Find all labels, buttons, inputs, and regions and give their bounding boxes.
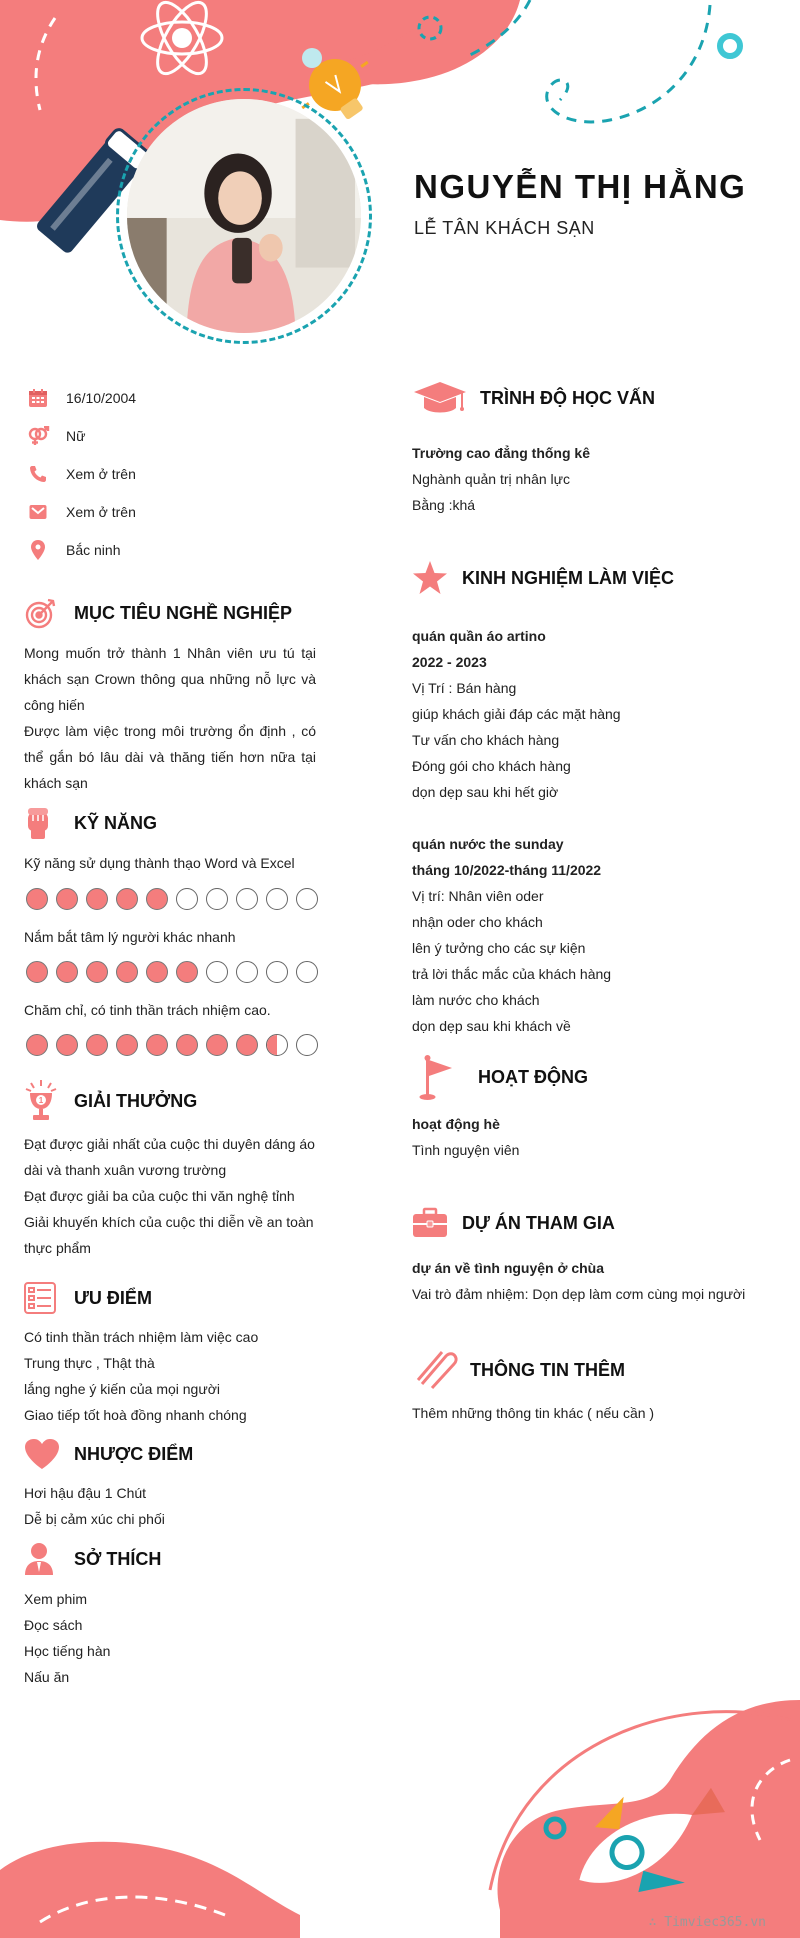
skill-rating-dot (116, 888, 138, 910)
skill-rating-dot (146, 961, 168, 983)
skill-rating-dot (116, 1034, 138, 1056)
project-role: Vai trò đảm nhiệm: Dọn dẹp làm cơm cùng mọi người (412, 1286, 746, 1302)
skill-rating-dot (56, 961, 78, 983)
gender-value: Nữ (66, 428, 86, 444)
hobby-line: Học tiếng hàn (24, 1643, 111, 1659)
skill-rating-dot (266, 961, 288, 983)
objective-line: Được làm việc trong môi trường ổn định , có thể gắn bó lâu dài và thăng tiến hơn nữa tại khách sạn (24, 723, 316, 791)
gender-icon (26, 424, 50, 448)
candidate-position: LỄ TÂN KHÁCH SẠN (414, 218, 595, 238)
contact-address (26, 538, 120, 562)
star-icon (412, 560, 448, 596)
strengths-section-title (24, 1282, 152, 1314)
grade: Bằng :khá (412, 497, 476, 513)
award-line: Đạt được giải nhất của cuộc thi duyên dáng áo dài và thanh xuân vương trường (24, 1136, 315, 1178)
education-body (412, 440, 590, 518)
skill-rating (26, 888, 318, 910)
strength-line: lắng nghe ý kiến của mọi người (24, 1381, 220, 1397)
skill-rating-dot (146, 888, 168, 910)
skill-rating-dot (146, 1034, 168, 1056)
strength-line: Giao tiếp tốt hoà đồng nhanh chóng (24, 1407, 247, 1423)
job-period: 2022 - 2023 (412, 654, 487, 670)
company-name: quán nước the sunday (412, 836, 564, 852)
strength-line: Trung thực , Thật thà (24, 1355, 155, 1371)
target-icon (24, 596, 58, 630)
more-info-text: Thêm những thông tin khác ( nếu cần ) (412, 1405, 655, 1421)
weaknesses-body (24, 1480, 165, 1532)
activity-role: Tình nguyện viên (412, 1142, 520, 1158)
paperclip-icon (412, 1350, 458, 1390)
skill-rating-dot (56, 888, 78, 910)
awards-section-title (24, 1080, 197, 1122)
weaknesses-title-text: NHƯỢC ĐIỂM (74, 1443, 194, 1464)
skill-rating-dot (86, 961, 108, 983)
fist-icon (24, 806, 52, 840)
skill-rating-dot (86, 1034, 108, 1056)
job-detail: Đóng gói cho khách hàng (412, 758, 571, 774)
skill-rating-dot (206, 961, 228, 983)
skill-rating-dot (296, 888, 318, 910)
projects-title-text: DỰ ÁN THAM GIA (462, 1212, 615, 1233)
hobbies-section-title (24, 1542, 161, 1576)
birthdate-value: 16/10/2004 (66, 390, 137, 406)
job-detail: làm nước cho khách (412, 992, 540, 1008)
objective-body (24, 640, 316, 796)
objective-section-title (24, 596, 292, 630)
flag-icon (412, 1054, 458, 1100)
job-detail: trả lời thắc mắc của khách hàng (412, 966, 612, 982)
strengths-body (24, 1324, 258, 1428)
award-line: Đạt được giải ba của cuộc thi văn nghệ tỉnh (24, 1188, 295, 1204)
education-section-title (412, 378, 655, 418)
skill-rating-dot (206, 888, 228, 910)
trophy-icon (24, 1080, 58, 1122)
award-line: Giải khuyến khích của cuộc thi diễn về an toàn thực phẩm (24, 1214, 314, 1256)
activities-section-title (412, 1054, 588, 1100)
projects-body (412, 1255, 745, 1307)
person-icon (24, 1542, 54, 1576)
skill-rating-dot (116, 961, 138, 983)
heart-icon (24, 1438, 60, 1470)
job-detail: nhận oder cho khách (412, 914, 543, 930)
job-detail: dọn dẹp sau khi hết giờ (412, 784, 559, 800)
hobby-line: Xem phim (24, 1591, 88, 1607)
skills-section-title (24, 806, 157, 840)
company-name: quán quần áo artino (412, 628, 546, 644)
hobby-line: Đọc sách (24, 1617, 83, 1633)
skill-rating-dot (206, 1034, 228, 1056)
more-info-title-text: THÔNG TIN THÊM (470, 1359, 625, 1380)
phone-value: Xem ở trên (66, 466, 136, 482)
skill-rating (26, 1034, 318, 1056)
hobbies-title-text: SỞ THÍCH (74, 1548, 162, 1569)
weakness-line: Hơi hậu đậu 1 Chút (24, 1485, 147, 1501)
address-value: Bắc ninh (66, 542, 121, 558)
email-value: Xem ở trên (66, 504, 136, 520)
skill-rating-dot (236, 961, 258, 983)
job-period: tháng 10/2022-tháng 11/2022 (412, 862, 602, 878)
objective-line: Mong muốn trở thành 1 Nhân viên ưu tú tại khách sạn Crown thông qua những nỗ lực và công hiến (24, 645, 316, 713)
job-detail: lên ý tưởng cho các sự kiện (412, 940, 586, 956)
skill-rating-dot (296, 961, 318, 983)
project-name: dự án về tình nguyện ở chùa (412, 1260, 605, 1276)
contact-email (26, 500, 136, 524)
skill-name: Nắm bắt tâm lý người khác nhanh (24, 929, 236, 945)
profile-photo-frame (116, 88, 372, 344)
school-name: Trường cao đẳng thống kê (412, 445, 590, 461)
projects-section-title (412, 1207, 615, 1239)
profile-photo (127, 99, 361, 333)
weakness-line: Dễ bị cảm xúc chi phối (24, 1511, 165, 1527)
skill-rating-dot (176, 1034, 198, 1056)
location-pin-icon (26, 538, 50, 562)
candidate-name: NGUYỄN THỊ HẰNG (414, 168, 747, 205)
calendar-icon (26, 386, 50, 410)
skill-rating-dot (26, 888, 48, 910)
profile-photo-image (127, 99, 361, 333)
activities-title-text: HOẠT ĐỘNG (478, 1066, 588, 1087)
skill-name: Kỹ năng sử dụng thành thạo Word và Excel (24, 855, 295, 871)
experience-title-text: KINH NGHIỆM LÀM VIỆC (462, 567, 675, 588)
activity-name: hoạt động hè (412, 1116, 500, 1132)
watermark: ∴ Timviec365.vn (648, 1915, 766, 1930)
skill-rating-dot (176, 888, 198, 910)
awards-title-text: GIẢI THƯỞNG (74, 1090, 198, 1111)
more-info-section-title (412, 1350, 625, 1390)
phone-icon (26, 462, 50, 486)
skill-name: Chăm chỉ, có tinh thần trách nhiệm cao. (24, 1002, 271, 1018)
contact-birthdate (26, 386, 136, 410)
job-detail: dọn dẹp sau khi khách về (412, 1018, 571, 1034)
skill-rating-dot (266, 1034, 288, 1056)
contact-phone (26, 462, 136, 486)
svg-text:1: 1 (38, 1096, 44, 1105)
skill-rating-dot (296, 1034, 318, 1056)
graduation-cap-icon (412, 378, 468, 418)
activities-body (412, 1111, 519, 1163)
strengths-title-text: ƯU ĐIỂM (74, 1287, 152, 1308)
weaknesses-section-title (24, 1438, 193, 1470)
skill-rating-dot (176, 961, 198, 983)
major: Nghành quản trị nhân lực (412, 471, 571, 487)
skill-rating-dot (236, 1034, 258, 1056)
skill-rating-dot (236, 888, 258, 910)
skill-rating-dot (26, 1034, 48, 1056)
objective-title-text: MỤC TIÊU NGHỀ NGHIỆP (74, 602, 293, 623)
job-detail: giúp khách giải đáp các mặt hàng (412, 706, 621, 722)
experience-job (412, 831, 611, 1039)
job-detail: Vị Trí : Bán hàng (412, 680, 517, 696)
skill-rating-dot (266, 888, 288, 910)
email-icon (26, 500, 50, 524)
skill-rating-dot (86, 888, 108, 910)
experience-section-title (412, 560, 674, 596)
skill-rating-dot (56, 1034, 78, 1056)
skill-rating-dot (26, 961, 48, 983)
awards-body (24, 1131, 320, 1261)
job-detail: Tư vấn cho khách hàng (412, 732, 560, 748)
experience-job (412, 623, 621, 805)
skill-rating (26, 961, 318, 983)
checklist-icon (24, 1282, 56, 1314)
hobbies-body (24, 1586, 110, 1690)
hobby-line: Nấu ăn (24, 1669, 70, 1685)
job-detail: Vị trí: Nhân viên oder (412, 888, 544, 904)
skills-title-text: KỸ NĂNG (74, 812, 158, 833)
education-title-text: TRÌNH ĐỘ HỌC VẤN (480, 387, 655, 408)
contact-gender (26, 424, 85, 448)
briefcase-icon (412, 1207, 448, 1239)
strength-line: Có tinh thần trách nhiệm làm việc cao (24, 1329, 259, 1345)
